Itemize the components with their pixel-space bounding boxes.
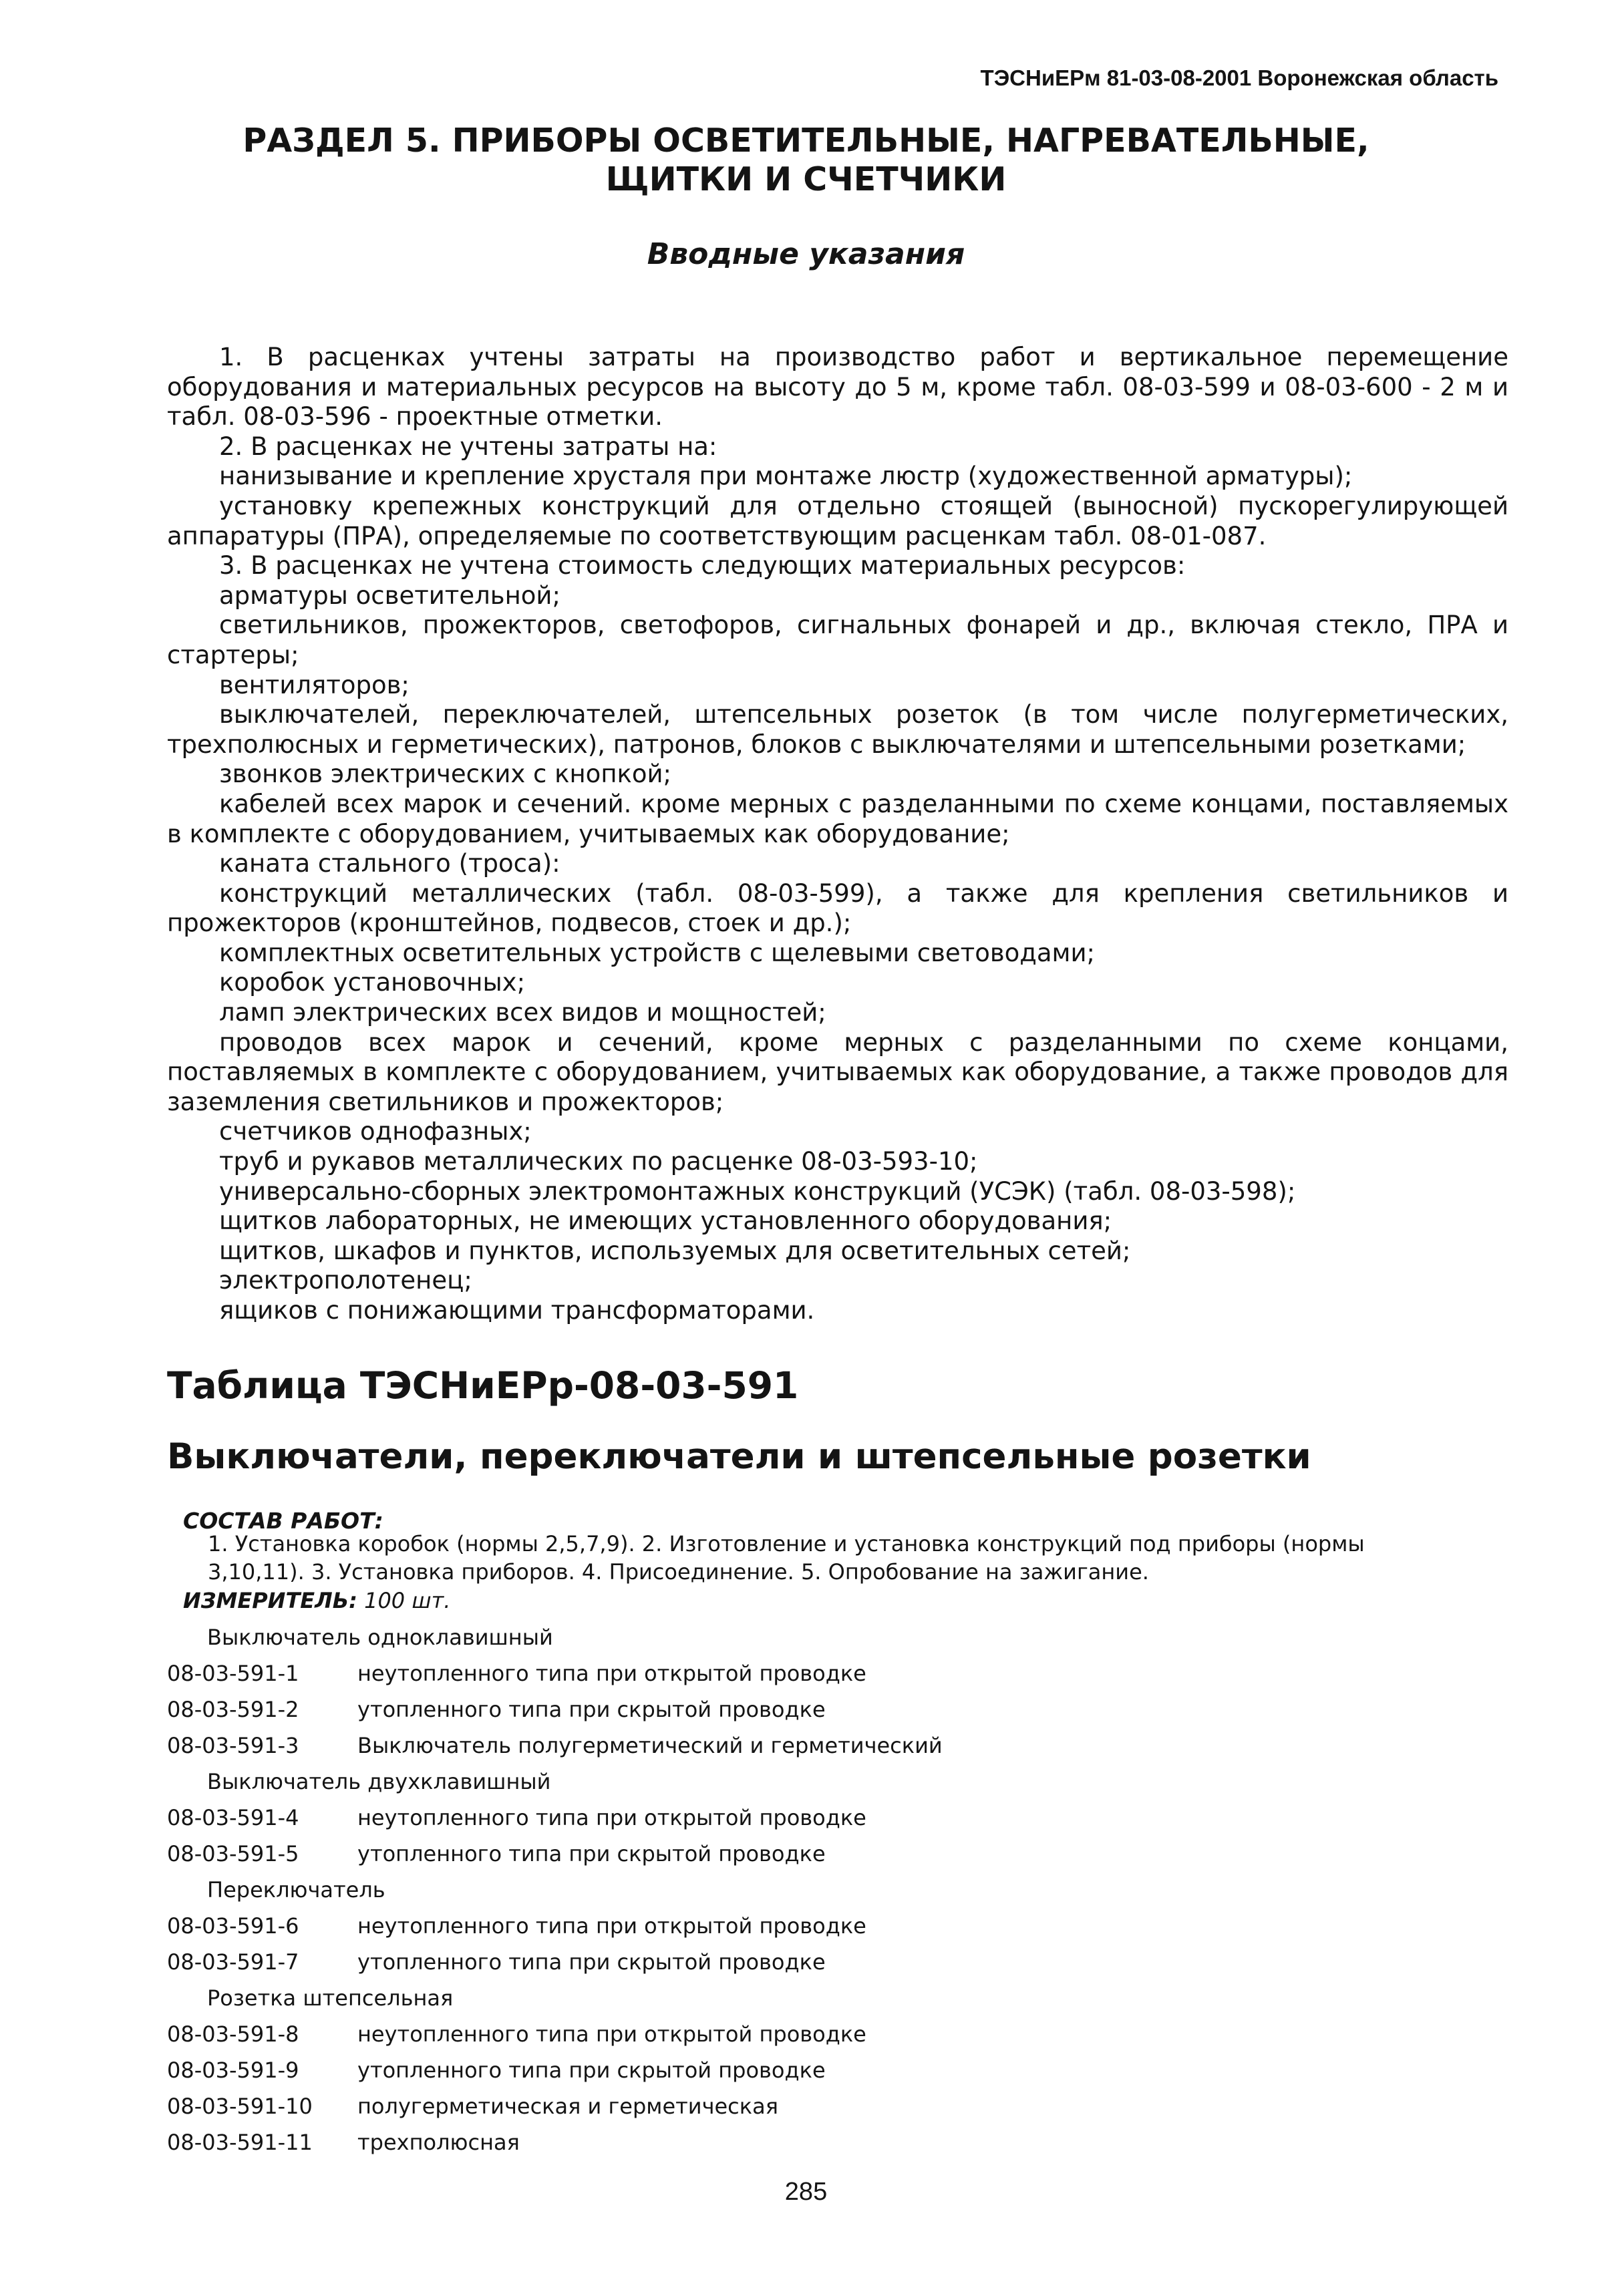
section-title-line-2: ЩИТКИ И СЧЕТЧИКИ xyxy=(605,160,1007,198)
norm-description: неутопленного типа при открытой проводке xyxy=(357,1913,866,1939)
intro-paragraph: нанизывание и крепление хрусталя при монтаже люстр (художественной арматуры); xyxy=(219,462,1353,491)
norm-group-heading: Розетка штепсельная xyxy=(207,1985,454,2011)
intro-paragraph: 1. В расценках учтены затраты на производство работ и вертикальное перемещение оборудования и материальных ресурсов на высоту до 5 м, кроме табл. 08-03-599 и 08-03-600 - 2 м и табл. 08-03-596 - проектные отметки. xyxy=(167,343,1508,432)
norm-description: утопленного типа при скрытой проводке xyxy=(357,2058,826,2083)
intro-paragraph: арматуры осветительной; xyxy=(219,581,560,610)
intro-paragraph: 2. В расценках не учтены затраты на: xyxy=(219,432,717,461)
norm-row xyxy=(167,1836,1470,1872)
intro-paragraph: звонков электрических с кнопкой; xyxy=(219,760,672,789)
norm-description: трехполюсная xyxy=(357,2130,520,2155)
norm-description: утопленного типа при скрытой проводке xyxy=(357,1841,826,1866)
intro-paragraph: каната стального (троса): xyxy=(219,849,560,878)
intro-paragraph: 3. В расценках не учтена стоимость следующих материальных ресурсов: xyxy=(219,551,1186,581)
intro-paragraph: установку крепежных конструкций для отдельно стоящей (выносной) пускорегулирующей аппаратуры (ПРА), определяемые по соответствующим расценкам табл. 08-01-087. xyxy=(167,491,1508,550)
measure-value: 100 шт. xyxy=(364,1588,451,1613)
norm-code: 08-03-591-4 xyxy=(167,1805,299,1830)
norm-code: 08-03-591-6 xyxy=(167,1913,299,1939)
measure xyxy=(183,1588,450,1613)
norm-description: Выключатель полугерметический и герметический xyxy=(357,1733,943,1758)
intro-paragraph: выключателей, переключателей, штепсельных розеток (в том числе полугерметических, трехполюсных и герметических), патронов, блоков с выключателями и штепсельными розетками; xyxy=(167,700,1508,759)
norm-code: 08-03-591-10 xyxy=(167,2094,313,2119)
section-title-line-1: РАЗДЕЛ 5. ПРИБОРЫ ОСВЕТИТЕЛЬНЫЕ, НАГРЕВАТЕЛЬНЫЕ, xyxy=(243,122,1369,160)
norm-row xyxy=(167,1691,1470,1728)
norm-description: утопленного типа при скрытой проводке xyxy=(357,1949,826,1975)
norm-row xyxy=(167,1655,1470,1691)
norm-row xyxy=(167,2016,1470,2052)
norm-description: неутопленного типа при открытой проводке xyxy=(357,2021,866,2047)
norm-description: неутопленного типа при открытой проводке xyxy=(357,1805,866,1830)
norm-group-heading: Выключатель одноклавишный xyxy=(207,1625,553,1650)
intro-paragraph: вентиляторов; xyxy=(219,670,410,699)
table-title: Таблица ТЭСНиЕРр-08-03-591 xyxy=(167,1364,799,1407)
norm-row xyxy=(167,2124,1470,2160)
norm-row xyxy=(167,1800,1470,1836)
norm-description: неутопленного типа при открытой проводке xyxy=(357,1661,866,1686)
intro-paragraph: труб и рукавов металлических по расценке 08-03-593-10; xyxy=(219,1147,978,1176)
norm-code: 08-03-591-8 xyxy=(167,2021,299,2047)
norm-group-heading: Переключатель xyxy=(207,1877,385,1903)
norm-row xyxy=(167,2088,1470,2124)
intro-paragraph: кабелей всех марок и сечений. кроме мерных с разделанными по схеме концами, поставляемых в комплекте с оборудованием, учитываемых как оборудование; xyxy=(167,789,1508,848)
page-header: ТЭСНиЕРм 81-03-08-2001 Воронежская область xyxy=(980,65,1498,90)
intro-paragraph: электрополотенец; xyxy=(219,1266,472,1295)
intro-paragraph: универсально-сборных электромонтажных конструкций (УСЭК) (табл. 08-03-598); xyxy=(219,1176,1296,1206)
norm-row xyxy=(167,2052,1470,2088)
norm-code: 08-03-591-2 xyxy=(167,1697,299,1722)
intro-paragraph: щитков, шкафов и пунктов, используемых для осветительных сетей; xyxy=(219,1236,1131,1265)
intro-paragraph: комплектных осветительных устройств с щелевыми световодами; xyxy=(219,938,1095,967)
intro-text xyxy=(167,343,1508,1326)
norm-row xyxy=(167,1908,1470,1944)
norm-code: 08-03-591-9 xyxy=(167,2058,299,2083)
intro-heading: Вводные указания xyxy=(647,237,965,271)
intro-paragraph: счетчиков однофазных; xyxy=(219,1117,532,1146)
work-composition-label: СОСТАВ РАБОТ: xyxy=(183,1508,383,1534)
intro-paragraph: ламп электрических всех видов и мощностей; xyxy=(219,998,826,1027)
intro-paragraph: ящиков с понижающими трансформаторами. xyxy=(219,1296,815,1325)
norm-row xyxy=(167,1728,1470,1764)
work-composition-text: 1. Установка коробок (нормы 2,5,7,9). 2. Изготовление и установка конструкций под приборы (нормы 3,10,11). 3. Установка приборов. 4. Присоединение. 5. Опробование на зажигание. xyxy=(208,1531,1365,1585)
norm-description: утопленного типа при скрытой проводке xyxy=(357,1697,826,1722)
norm-row xyxy=(167,1944,1470,1980)
section-title xyxy=(0,122,1612,199)
intro-paragraph: конструкций металлических (табл. 08-03-599), а также для крепления светильников и прожекторов (кронштейнов, подвесов, стоек и др.); xyxy=(167,878,1508,938)
norm-code: 08-03-591-1 xyxy=(167,1661,299,1686)
norm-code: 08-03-591-11 xyxy=(167,2130,313,2155)
norm-description: полугерметическая и герметическая xyxy=(357,2094,778,2119)
intro-paragraph: проводов всех марок и сечений, кроме мерных с разделанными по схеме концами, поставляемых в комплекте с оборудованием, учитываемых как оборудование, а также проводов для заземления светильников и прожекторов; xyxy=(167,1027,1508,1116)
norms-list xyxy=(167,1619,1470,2160)
norm-group-heading: Выключатель двухклавишный xyxy=(207,1769,551,1794)
norm-code: 08-03-591-5 xyxy=(167,1841,299,1866)
intro-paragraph: светильников, прожекторов, светофоров, сигнальных фонарей и др., включая стекло, ПРА и стартеры; xyxy=(167,611,1508,669)
table-subtitle: Выключатели, переключатели и штепсельные розетки xyxy=(167,1436,1311,1477)
intro-paragraph: щитков лабораторных, не имеющих установленного оборудования; xyxy=(219,1206,1112,1236)
norm-code: 08-03-591-3 xyxy=(167,1733,299,1758)
intro-paragraph: коробок установочных; xyxy=(219,968,526,997)
page-number: 285 xyxy=(784,2178,828,2206)
measure-label: ИЗМЕРИТЕЛЬ: xyxy=(183,1588,357,1613)
norm-code: 08-03-591-7 xyxy=(167,1949,299,1975)
